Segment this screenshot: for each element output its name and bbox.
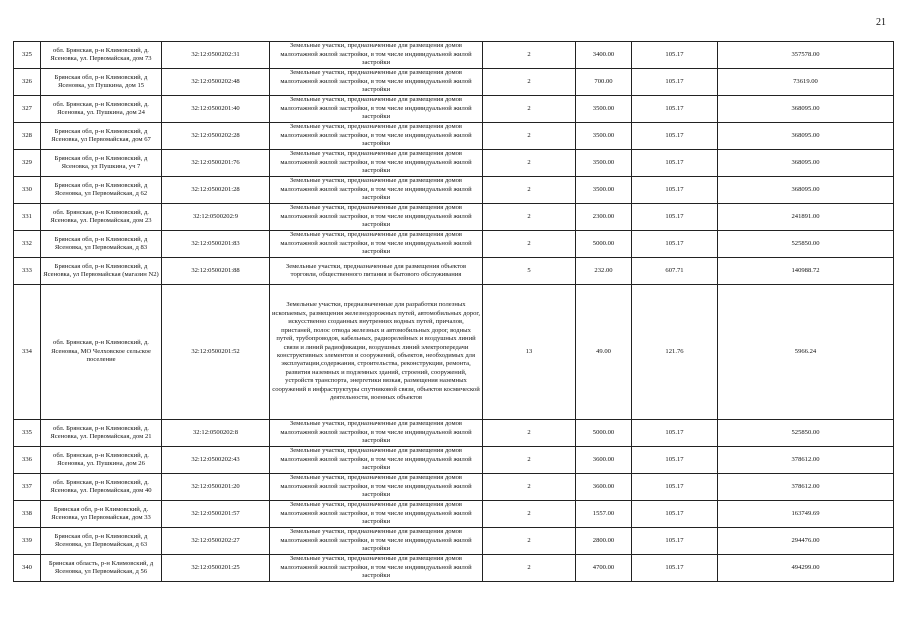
- cadastral-value-cell: 357578.00: [718, 42, 894, 69]
- row-number: 337: [14, 474, 41, 501]
- cadastral-value-cell: 5966.24: [718, 285, 894, 420]
- row-number: 334: [14, 285, 41, 420]
- use-group-cell: 2: [483, 177, 576, 204]
- row-number: 339: [14, 528, 41, 555]
- area-cell: 3500.00: [576, 96, 632, 123]
- cadastral-number-cell: 32:12:0500201:76: [162, 150, 270, 177]
- land-use-cell: Земельные участки, предназначенные для размещения домов малоэтажной жилой застройки, в том числе индивидуальной жилой застройки: [270, 42, 483, 69]
- cadastral-number-cell: 32:12:0500202:27: [162, 528, 270, 555]
- land-use-cell: Земельные участки, предназначенные для размещения домов малоэтажной жилой застройки, в том числе индивидуальной жилой застройки: [270, 177, 483, 204]
- address-cell: Брянская обл, р-н Климовский, д. Ясеновка, ул Первомайская, дом 33: [41, 501, 162, 528]
- address-cell: обл. Брянская, р-н Климовский, д. Ясеновка, ул. Пушкина, дом 26: [41, 447, 162, 474]
- table-row: [14, 474, 894, 501]
- table-row: [14, 420, 894, 447]
- land-use-cell: Земельные участки, предназначенные для размещения домов малоэтажной жилой застройки, в том числе индивидуальной жилой застройки: [270, 555, 483, 582]
- address-cell: Брянская область, р-н Климовский, д Ясеновка, ул Первомайская, д 56: [41, 555, 162, 582]
- area-cell: 3500.00: [576, 150, 632, 177]
- specific-value-cell: 121.76: [632, 285, 718, 420]
- address-cell: обл. Брянская, р-н Климовский, д. Ясеновка, ул. Первомайская, дом 21: [41, 420, 162, 447]
- row-number: 338: [14, 501, 41, 528]
- area-cell: 2300.00: [576, 204, 632, 231]
- land-use-cell: Земельные участки, предназначенные для размещения объектов торговли, общественного питания и бытового обслуживания: [270, 258, 483, 285]
- cadastral-number-cell: 32:12:0500201:88: [162, 258, 270, 285]
- cadastral-number-cell: 32:12:0500201:28: [162, 177, 270, 204]
- specific-value-cell: 105.17: [632, 123, 718, 150]
- specific-value-cell: 105.17: [632, 501, 718, 528]
- cadastral-number-cell: 32:12:0500202:31: [162, 42, 270, 69]
- row-number: 340: [14, 555, 41, 582]
- table-row: [14, 501, 894, 528]
- address-cell: Брянская обл, р-н Климовский, д Ясеновка, ул Пушкина, дом 15: [41, 69, 162, 96]
- cadastral-number-cell: 32:12:0500202:28: [162, 123, 270, 150]
- row-number: 332: [14, 231, 41, 258]
- area-cell: 3600.00: [576, 474, 632, 501]
- specific-value-cell: 607.71: [632, 258, 718, 285]
- address-cell: обл. Брянская, р-н Климовский, д. Ясеновка, МО Челховское сельское поселение: [41, 285, 162, 420]
- row-number: 328: [14, 123, 41, 150]
- area-cell: 5000.00: [576, 231, 632, 258]
- address-cell: обл. Брянская, р-н Климовский, д. Ясеновка, ул. Первомайская, дом 73: [41, 42, 162, 69]
- land-use-cell: Земельные участки, предназначенные для размещения домов малоэтажной жилой застройки, в том числе индивидуальной жилой застройки: [270, 501, 483, 528]
- row-number: 336: [14, 447, 41, 474]
- cadastral-value-cell: 368095.00: [718, 150, 894, 177]
- cadastral-value-cell: 163749.69: [718, 501, 894, 528]
- cadastral-value-cell: 525850.00: [718, 420, 894, 447]
- table-row: [14, 447, 894, 474]
- use-group-cell: 2: [483, 42, 576, 69]
- row-number: 333: [14, 258, 41, 285]
- cadastral-value-cell: 494299.00: [718, 555, 894, 582]
- cadastral-number-cell: 32:12:0500202:48: [162, 69, 270, 96]
- cadastral-value-cell: 525850.00: [718, 231, 894, 258]
- specific-value-cell: 105.17: [632, 420, 718, 447]
- table-row: [14, 204, 894, 231]
- use-group-cell: 2: [483, 69, 576, 96]
- land-use-cell: Земельные участки, предназначенные для размещения домов малоэтажной жилой застройки, в том числе индивидуальной жилой застройки: [270, 474, 483, 501]
- address-cell: обл. Брянская, р-н Климовский, д. Ясеновка, ул. Пушкина, дом 24: [41, 96, 162, 123]
- cadastral-value-cell: 368095.00: [718, 96, 894, 123]
- land-use-cell: Земельные участки, предназначенные для размещения домов малоэтажной жилой застройки, в том числе индивидуальной жилой застройки: [270, 150, 483, 177]
- row-number: 329: [14, 150, 41, 177]
- land-use-cell: Земельные участки, предназначенные для разработки полезных ископаемых, размещения железнодорожных путей, автомобильных дорог, искусственно созданных внутренних водных путей, причалов, пристаней, полос отвода железных и автомобильных дорог, водных путей, трубопроводов, кабельных, радиорелейных и воздушных линий связи и линий радиофикации, воздушных линий электропередачи конструктивных элементов и сооружений, объектов, необходимых для эксплуатации,содержания, строительства, реконструкции, ремонта, развития наземных и подземных зданий, строений, сооружений, устройств транспорта, энергетики вязкая, размещения наземных сооружений в инфраструктуры спутниковой связи, объектов космической деятельности, военных объектов: [270, 285, 483, 420]
- table-row: [14, 150, 894, 177]
- specific-value-cell: 105.17: [632, 42, 718, 69]
- address-cell: обл. Брянская, р-н Климовский, д. Ясеновка, ул. Первомайская, дом 40: [41, 474, 162, 501]
- table-row: [14, 69, 894, 96]
- cadastral-value-cell: 378612.00: [718, 474, 894, 501]
- table-row: [14, 177, 894, 204]
- land-use-cell: Земельные участки, предназначенные для размещения домов малоэтажной жилой застройки, в том числе индивидуальной жилой застройки: [270, 231, 483, 258]
- area-cell: 2800.00: [576, 528, 632, 555]
- area-cell: 3400.00: [576, 42, 632, 69]
- use-group-cell: 2: [483, 150, 576, 177]
- use-group-cell: 2: [483, 204, 576, 231]
- row-number: 331: [14, 204, 41, 231]
- cadastral-value-cell: 140988.72: [718, 258, 894, 285]
- use-group-cell: 2: [483, 447, 576, 474]
- cadastral-number-cell: 32:12:0500201:83: [162, 231, 270, 258]
- use-group-cell: 2: [483, 474, 576, 501]
- address-cell: Брянская обл, р-н Климовский, д Ясеновка, ул Первомайская, д 62: [41, 177, 162, 204]
- area-cell: 700.00: [576, 69, 632, 96]
- specific-value-cell: 105.17: [632, 204, 718, 231]
- address-cell: Брянская обл, р-н Климовский, д Ясеновка, ул Первомайская, дом 67: [41, 123, 162, 150]
- cadastral-number-cell: 32:12:0500201:20: [162, 474, 270, 501]
- use-group-cell: 2: [483, 555, 576, 582]
- table-row: [14, 258, 894, 285]
- row-number: 325: [14, 42, 41, 69]
- specific-value-cell: 105.17: [632, 447, 718, 474]
- cadastral-value-cell: 378612.00: [718, 447, 894, 474]
- cadastral-value-cell: 73619.00: [718, 69, 894, 96]
- address-cell: Брянская обл, р-н Климовский, д Ясеновка, ул Первомайская, д 83: [41, 231, 162, 258]
- use-group-cell: 2: [483, 123, 576, 150]
- land-use-cell: Земельные участки, предназначенные для размещения домов малоэтажной жилой застройки, в том числе индивидуальной жилой застройки: [270, 123, 483, 150]
- row-number: 330: [14, 177, 41, 204]
- area-cell: 3600.00: [576, 447, 632, 474]
- land-use-cell: Земельные участки, предназначенные для размещения домов малоэтажной жилой застройки, в том числе индивидуальной жилой застройки: [270, 69, 483, 96]
- specific-value-cell: 105.17: [632, 150, 718, 177]
- land-use-cell: Земельные участки, предназначенные для размещения домов малоэтажной жилой застройки, в том числе индивидуальной жилой застройки: [270, 447, 483, 474]
- table-row: [14, 96, 894, 123]
- specific-value-cell: 105.17: [632, 474, 718, 501]
- area-cell: 3500.00: [576, 177, 632, 204]
- table-row: [14, 528, 894, 555]
- area-cell: 3500.00: [576, 123, 632, 150]
- address-cell: Брянская обл, р-н Климовский, д Ясеновка, ул Первомайская, д 63: [41, 528, 162, 555]
- area-cell: 4700.00: [576, 555, 632, 582]
- table-row: [14, 555, 894, 582]
- table-row: [14, 231, 894, 258]
- address-cell: обл. Брянская, р-н Климовский, д. Ясеновка, ул. Первомайская, дом 23: [41, 204, 162, 231]
- row-number: 326: [14, 69, 41, 96]
- specific-value-cell: 105.17: [632, 555, 718, 582]
- row-number: 327: [14, 96, 41, 123]
- use-group-cell: 2: [483, 231, 576, 258]
- specific-value-cell: 105.17: [632, 177, 718, 204]
- area-cell: 5000.00: [576, 420, 632, 447]
- land-use-cell: Земельные участки, предназначенные для размещения домов малоэтажной жилой застройки, в том числе индивидуальной жилой застройки: [270, 96, 483, 123]
- cadastral-value-cell: 368095.00: [718, 123, 894, 150]
- address-cell: Брянская обл, р-н Климовский, д Ясеновка, ул Пушкина, уч 7: [41, 150, 162, 177]
- cadastral-value-cell: 294476.00: [718, 528, 894, 555]
- use-group-cell: 13: [483, 285, 576, 420]
- cadastral-number-cell: 32:12:0500202:43: [162, 447, 270, 474]
- specific-value-cell: 105.17: [632, 69, 718, 96]
- use-group-cell: 5: [483, 258, 576, 285]
- area-cell: 232.00: [576, 258, 632, 285]
- area-cell: 1557.00: [576, 501, 632, 528]
- use-group-cell: 2: [483, 96, 576, 123]
- cadastral-number-cell: 32:12:0500201:40: [162, 96, 270, 123]
- use-group-cell: 2: [483, 528, 576, 555]
- cadastral-number-cell: 32:12:0500201:52: [162, 285, 270, 420]
- table-body: [14, 42, 894, 582]
- table-row: [14, 42, 894, 69]
- cadastral-value-cell: 241891.00: [718, 204, 894, 231]
- page-number: 21: [876, 17, 886, 28]
- table-row: [14, 285, 894, 420]
- cadastral-number-cell: 32:12:0500201:25: [162, 555, 270, 582]
- cadastral-number-cell: 32:12:0500202:8: [162, 420, 270, 447]
- address-cell: Брянская обл, р-н Климовский, д Ясеновка, ул Первомайская (магазин N2): [41, 258, 162, 285]
- land-registry-table: [13, 41, 894, 582]
- cadastral-value-cell: 368095.00: [718, 177, 894, 204]
- area-cell: 49.00: [576, 285, 632, 420]
- cadastral-number-cell: 32:12:0500202:9: [162, 204, 270, 231]
- cadastral-number-cell: 32:12:0500201:57: [162, 501, 270, 528]
- use-group-cell: 2: [483, 501, 576, 528]
- land-use-cell: Земельные участки, предназначенные для размещения домов малоэтажной жилой застройки, в том числе индивидуальной жилой застройки: [270, 420, 483, 447]
- specific-value-cell: 105.17: [632, 96, 718, 123]
- table-row: [14, 123, 894, 150]
- land-use-cell: Земельные участки, предназначенные для размещения домов малоэтажной жилой застройки, в том числе индивидуальной жилой застройки: [270, 204, 483, 231]
- row-number: 335: [14, 420, 41, 447]
- land-use-cell: Земельные участки, предназначенные для размещения домов малоэтажной жилой застройки, в том числе индивидуальной жилой застройки: [270, 528, 483, 555]
- specific-value-cell: 105.17: [632, 231, 718, 258]
- specific-value-cell: 105.17: [632, 528, 718, 555]
- use-group-cell: 2: [483, 420, 576, 447]
